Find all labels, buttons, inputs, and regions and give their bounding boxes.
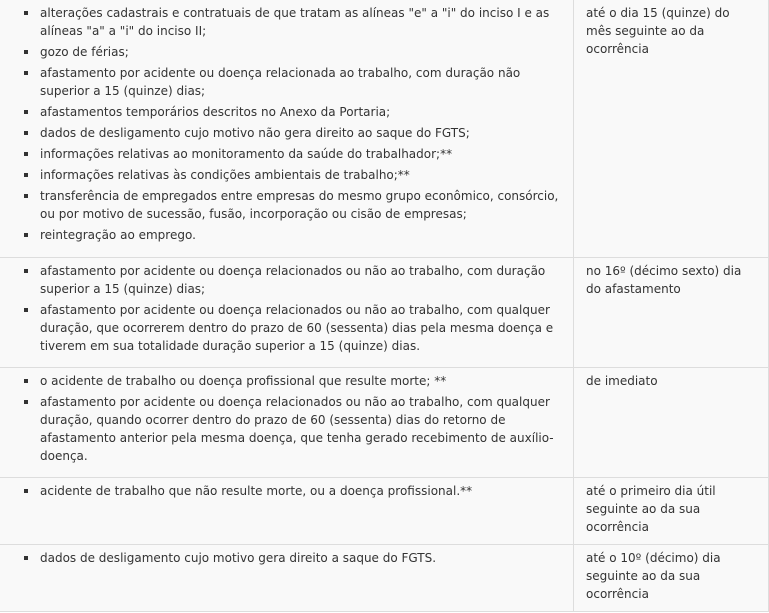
events-cell: [0, 368, 574, 478]
list-item: afastamento por acidente ou doença relacionada ao trabalho, com duração não superior a 15 (quinze) dias;: [40, 64, 563, 100]
table-row: [0, 545, 769, 612]
table-row: [0, 368, 769, 478]
list-item: dados de desligamento cujo motivo não gera direito ao saque do FGTS;: [40, 124, 563, 142]
deadline-cell: até o primeiro dia útil seguinte ao da sua ocorrência: [574, 478, 769, 545]
list-item: reintegração ao emprego.: [40, 226, 563, 244]
event-list: [10, 549, 563, 567]
list-item: informações relativas às condições ambientais de trabalho;**: [40, 166, 563, 184]
event-list: [10, 4, 563, 244]
events-cell: [0, 0, 574, 258]
table-row: [0, 478, 769, 545]
deadline-cell: de imediato: [574, 368, 769, 478]
list-item: afastamento por acidente ou doença relacionados ou não ao trabalho, com duração superior a 15 (quinze) dias;: [40, 262, 563, 298]
deadline-cell: até o 10º (décimo) dia seguinte ao da sua ocorrência: [574, 545, 769, 612]
event-list: [10, 262, 563, 355]
list-item: gozo de férias;: [40, 43, 563, 61]
list-item: afastamento por acidente ou doença relacionados ou não ao trabalho, com qualquer duração, quando ocorrer dentro do prazo de 60 (sessenta) dias do retorno de afastamento anterior pela mesma doença, que tenha gerado recebimento de auxílio-doença.: [40, 393, 563, 465]
list-item: o acidente de trabalho ou doença profissional que resulte morte; **: [40, 372, 563, 390]
table-row: [0, 0, 769, 258]
list-item: transferência de empregados entre empresas do mesmo grupo econômico, consórcio, ou por motivo de sucessão, fusão, incorporação ou cisão de empresas;: [40, 187, 563, 223]
events-cell: [0, 478, 574, 545]
events-cell: [0, 258, 574, 368]
list-item: dados de desligamento cujo motivo gera direito a saque do FGTS.: [40, 549, 563, 567]
event-list: [10, 482, 563, 500]
list-item: afastamento por acidente ou doença relacionados ou não ao trabalho, com qualquer duração, que ocorrerem dentro do prazo de 60 (sessenta) dias pela mesma doença e tiverem em sua totalidade duração superior a 15 (quinze) dias.: [40, 301, 563, 355]
list-item: acidente de trabalho que não resulte morte, ou a doença profissional.**: [40, 482, 563, 500]
list-item: afastamentos temporários descritos no Anexo da Portaria;: [40, 103, 563, 121]
deadline-cell: no 16º (décimo sexto) dia do afastamento: [574, 258, 769, 368]
table-row: [0, 258, 769, 368]
events-cell: [0, 545, 574, 612]
list-item: alterações cadastrais e contratuais de que tratam as alíneas "e" a "i" do inciso I e as alíneas "a" a "i" do inciso II;: [40, 4, 563, 40]
list-item: informações relativas ao monitoramento da saúde do trabalhador;**: [40, 145, 563, 163]
event-list: [10, 372, 563, 465]
deadline-cell: até o dia 15 (quinze) do mês seguinte ao da ocorrência: [574, 0, 769, 258]
